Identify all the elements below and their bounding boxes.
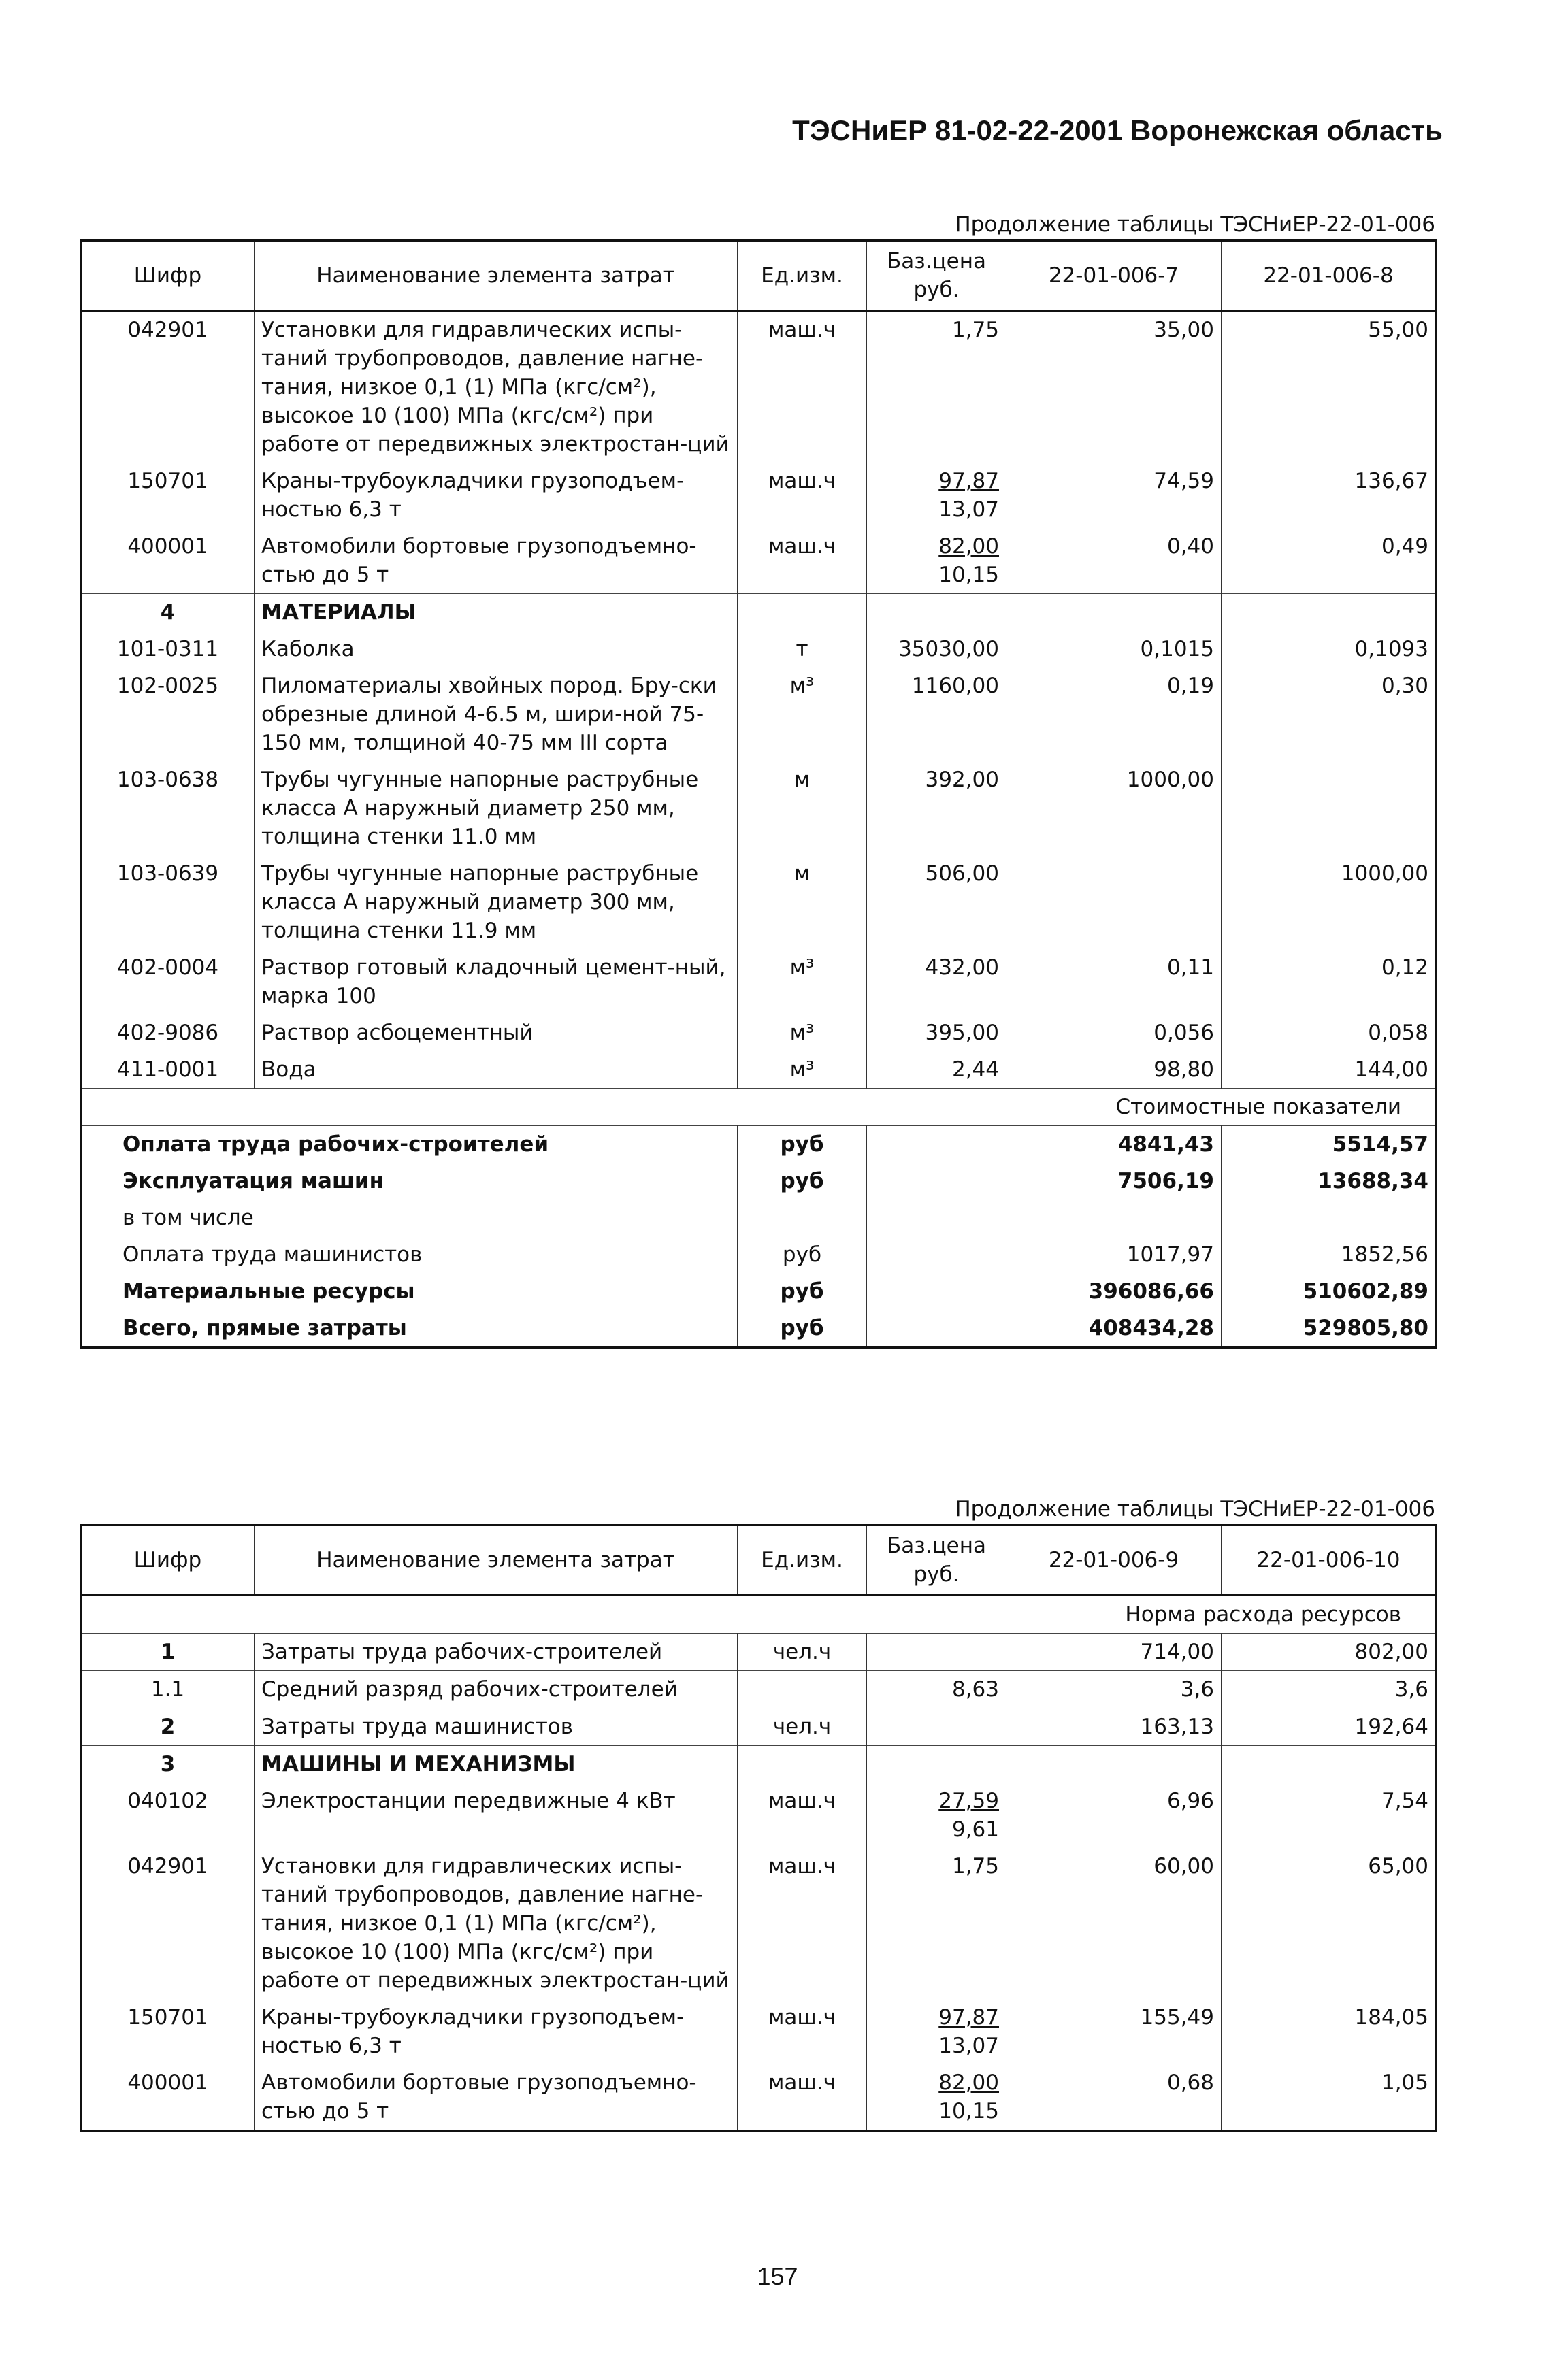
summary-row — [81, 1126, 1437, 1163]
price-cell — [867, 463, 1006, 528]
row-unit: м — [738, 761, 867, 855]
table1-caption: Продолжение таблицы ТЭСНиЕР-22-01-006 — [955, 212, 1435, 237]
row-value-b: 0,12 — [1222, 949, 1437, 1014]
document-header: ТЭСНиЕР 81-02-22-2001 Воронежская область — [792, 114, 1443, 146]
row-value-b: 3,6 — [1222, 1671, 1437, 1708]
machinist-price-value: 10,15 — [938, 563, 999, 587]
table2 — [80, 1524, 1437, 2132]
summary-unit — [738, 1200, 867, 1236]
row-code: 101-0311 — [81, 631, 255, 667]
row-name: Установки для гидравлических испы-таний трубопроводов, давление нагне-тания, низкое 0,1 (1) МПа (кгс/см²), высокое 10 (100) МПа (кгс/см²) при работе от передвижных электростан-ций — [255, 311, 738, 463]
empty-cell — [738, 594, 867, 631]
table2-caption: Продолжение таблицы ТЭСНиЕР-22-01-006 — [955, 1497, 1435, 1521]
table-row — [81, 2064, 1437, 2131]
cost-heading-row — [81, 1089, 1437, 1126]
row-code: 102-0025 — [81, 667, 255, 761]
summary-row — [81, 1200, 1437, 1236]
summary-unit: руб — [738, 1236, 867, 1273]
row-value-a: 163,13 — [1006, 1708, 1222, 1746]
table-row — [81, 311, 1437, 463]
row-unit: маш.ч — [738, 1999, 867, 2064]
row-value-a: 3,6 — [1006, 1671, 1222, 1708]
row-code: 402-9086 — [81, 1014, 255, 1051]
summary-value-b: 1852,56 — [1222, 1236, 1437, 1273]
table-row — [81, 667, 1437, 761]
table-row — [81, 855, 1437, 949]
col-price: Баз.цена руб. — [867, 1525, 1006, 1596]
price-value: 82,00 — [938, 534, 999, 559]
summary-label: Оплата труда машинистов — [81, 1236, 738, 1273]
summary-row — [81, 1273, 1437, 1310]
price-cell — [867, 1671, 1006, 1708]
row-value-b: 0,058 — [1222, 1014, 1437, 1051]
empty-cell — [867, 594, 1006, 631]
empty-cell — [867, 1310, 1006, 1348]
row-value-b: 55,00 — [1222, 311, 1437, 463]
section-row — [81, 594, 1437, 631]
row-code: 3 — [81, 1746, 255, 1783]
price-value: 27,59 — [938, 1789, 999, 1813]
section-name: МАТЕРИАЛЫ — [255, 594, 738, 631]
row-value-a: 714,00 — [1006, 1634, 1222, 1671]
table-row — [81, 1051, 1437, 1089]
table-row — [81, 463, 1437, 528]
summary-label: в том числе — [81, 1200, 738, 1236]
price-cell — [867, 2064, 1006, 2131]
row-price: 2,44 — [867, 1051, 1006, 1089]
summary-value-a — [1006, 1200, 1222, 1236]
col-unit: Ед.изм. — [738, 1525, 867, 1596]
row-value-b: 802,00 — [1222, 1634, 1437, 1671]
summary-label: Оплата труда рабочих-строителей — [81, 1126, 738, 1163]
row-name: Краны-трубоукладчики грузоподъем-ностью 6,3 т — [255, 1999, 738, 2064]
row-price: 395,00 — [867, 1014, 1006, 1051]
table-row — [81, 1746, 1437, 1783]
row-code: 042901 — [81, 1848, 255, 1999]
row-code: 103-0639 — [81, 855, 255, 949]
row-value-a: 0,19 — [1006, 667, 1222, 761]
col-b: 22-01-006-10 — [1222, 1525, 1437, 1596]
row-name: Автомобили бортовые грузоподъемно-стью до 5 т — [255, 2064, 738, 2131]
row-name: Трубы чугунные напорные раструбные класса А наружный диаметр 250 мм, толщина стенки 11.0 мм — [255, 761, 738, 855]
table-row — [81, 1708, 1437, 1746]
row-value-a — [1006, 1746, 1222, 1783]
summary-value-a: 7506,19 — [1006, 1163, 1222, 1200]
machinist-price-value: 13,07 — [938, 497, 999, 522]
empty-cell — [867, 1273, 1006, 1310]
machinist-price-value: 13,07 — [938, 2034, 999, 2058]
summary-unit: руб — [738, 1126, 867, 1163]
norm-heading-row — [81, 1596, 1437, 1634]
price-cell — [867, 1783, 1006, 1848]
summary-unit: руб — [738, 1163, 867, 1200]
empty-cell — [867, 1200, 1006, 1236]
summary-value-a: 4841,43 — [1006, 1126, 1222, 1163]
row-unit: маш.ч — [738, 528, 867, 594]
price-cell — [867, 1634, 1006, 1671]
col-name: Наименование элемента затрат — [255, 241, 738, 311]
row-value-b: 184,05 — [1222, 1999, 1437, 2064]
price-value: 82,00 — [938, 2070, 999, 2095]
row-value-a: 0,1015 — [1006, 631, 1222, 667]
row-name: Трубы чугунные напорные раструбные класса А наружный диаметр 300 мм, толщина стенки 11.9 мм — [255, 855, 738, 949]
section-code: 4 — [81, 594, 255, 631]
summary-value-a: 1017,97 — [1006, 1236, 1222, 1273]
row-name: Затраты труда рабочих-строителей — [255, 1634, 738, 1671]
row-value-a: 35,00 — [1006, 311, 1222, 463]
row-value-b: 0,1093 — [1222, 631, 1437, 667]
price-cell — [867, 1999, 1006, 2064]
price-value: 1,75 — [951, 318, 999, 342]
row-unit: маш.ч — [738, 463, 867, 528]
row-code: 103-0638 — [81, 761, 255, 855]
empty-cell — [867, 1163, 1006, 1200]
table1 — [80, 239, 1437, 1349]
row-value-b: 0,49 — [1222, 528, 1437, 594]
row-unit: м — [738, 855, 867, 949]
price-cell — [867, 311, 1006, 463]
row-code: 2 — [81, 1708, 255, 1746]
row-value-a — [1006, 855, 1222, 949]
summary-row — [81, 1236, 1437, 1273]
row-unit: чел.ч — [738, 1634, 867, 1671]
row-value-a: 60,00 — [1006, 1848, 1222, 1999]
col-b: 22-01-006-8 — [1222, 241, 1437, 311]
row-value-b: 144,00 — [1222, 1051, 1437, 1089]
row-unit: маш.ч — [738, 2064, 867, 2131]
summary-unit: руб — [738, 1273, 867, 1310]
row-value-b: 192,64 — [1222, 1708, 1437, 1746]
row-value-a: 0,40 — [1006, 528, 1222, 594]
price-cell — [867, 1708, 1006, 1746]
row-name: Электростанции передвижные 4 кВт — [255, 1783, 738, 1848]
row-code: 411-0001 — [81, 1051, 255, 1089]
row-code: 150701 — [81, 463, 255, 528]
table-row — [81, 1014, 1437, 1051]
row-unit: м³ — [738, 1014, 867, 1051]
row-unit: чел.ч — [738, 1708, 867, 1746]
cost-heading: Стоимостные показатели — [81, 1089, 1437, 1126]
page-number: 157 — [757, 2262, 798, 2290]
row-value-b — [1222, 1746, 1437, 1783]
summary-value-b: 13688,34 — [1222, 1163, 1437, 1200]
table-row — [81, 761, 1437, 855]
table-row — [81, 1848, 1437, 1999]
col-code: Шифр — [81, 1525, 255, 1596]
table-row — [81, 1783, 1437, 1848]
row-value-b — [1222, 761, 1437, 855]
row-name: Затраты труда машинистов — [255, 1708, 738, 1746]
row-price: 432,00 — [867, 949, 1006, 1014]
row-value-b: 7,54 — [1222, 1783, 1437, 1848]
row-name: Раствор асбоцементный — [255, 1014, 738, 1051]
row-code: 042901 — [81, 311, 255, 463]
row-price: 35030,00 — [867, 631, 1006, 667]
table1-header-row — [81, 241, 1437, 311]
row-value-a: 6,96 — [1006, 1783, 1222, 1848]
row-code: 1.1 — [81, 1671, 255, 1708]
price-value: 97,87 — [938, 2005, 999, 2030]
row-code: 150701 — [81, 1999, 255, 2064]
row-value-a: 0,056 — [1006, 1014, 1222, 1051]
price-value: 1,75 — [951, 1854, 999, 1879]
row-value-b: 0,30 — [1222, 667, 1437, 761]
row-name: Краны-трубоукладчики грузоподъем-ностью 6,3 т — [255, 463, 738, 528]
empty-cell — [867, 1126, 1006, 1163]
row-name: Автомобили бортовые грузоподъемно-стью до 5 т — [255, 528, 738, 594]
row-value-a: 0,68 — [1006, 2064, 1222, 2131]
table2-header-row — [81, 1525, 1437, 1596]
row-unit: т — [738, 631, 867, 667]
price-value: 8,63 — [951, 1677, 999, 1702]
table-row — [81, 1671, 1437, 1708]
summary-value-b: 510602,89 — [1222, 1273, 1437, 1310]
row-unit: м³ — [738, 1051, 867, 1089]
summary-value-a: 396086,66 — [1006, 1273, 1222, 1310]
col-a: 22-01-006-9 — [1006, 1525, 1222, 1596]
row-name: Пиломатериалы хвойных пород. Бру-ски обрезные длиной 4-6.5 м, шири-ной 75-150 мм, толщиной 40-75 мм III сорта — [255, 667, 738, 761]
row-name: Средний разряд рабочих-строителей — [255, 1671, 738, 1708]
row-value-a: 0,11 — [1006, 949, 1222, 1014]
row-unit — [738, 1671, 867, 1708]
row-unit: маш.ч — [738, 311, 867, 463]
row-value-a: 98,80 — [1006, 1051, 1222, 1089]
row-value-b: 136,67 — [1222, 463, 1437, 528]
table-row — [81, 1999, 1437, 2064]
price-cell — [867, 528, 1006, 594]
row-code: 400001 — [81, 528, 255, 594]
machinist-price-value: 10,15 — [938, 2099, 999, 2123]
row-code: 402-0004 — [81, 949, 255, 1014]
row-value-a: 155,49 — [1006, 1999, 1222, 2064]
empty-cell — [1222, 594, 1437, 631]
price-value: 97,87 — [938, 469, 999, 493]
col-a: 22-01-006-7 — [1006, 241, 1222, 311]
row-code: 1 — [81, 1634, 255, 1671]
col-unit: Ед.изм. — [738, 241, 867, 311]
row-value-b: 1,05 — [1222, 2064, 1437, 2131]
machinist-price-value: 9,61 — [951, 1817, 999, 1842]
row-value-a: 1000,00 — [1006, 761, 1222, 855]
summary-value-b — [1222, 1200, 1437, 1236]
summary-row — [81, 1310, 1437, 1348]
row-unit: маш.ч — [738, 1848, 867, 1999]
summary-value-b: 5514,57 — [1222, 1126, 1437, 1163]
summary-label: Материальные ресурсы — [81, 1273, 738, 1310]
row-price: 392,00 — [867, 761, 1006, 855]
summary-row — [81, 1163, 1437, 1200]
col-code: Шифр — [81, 241, 255, 311]
row-code: 040102 — [81, 1783, 255, 1848]
row-price: 506,00 — [867, 855, 1006, 949]
row-name: Установки для гидравлических испы-таний трубопроводов, давление нагне-тания, низкое 0,1 (1) МПа (кгс/см²), высокое 10 (100) МПа (кгс/см²) при работе от передвижных электростан-ций — [255, 1848, 738, 1999]
row-name: Каболка — [255, 631, 738, 667]
row-unit — [738, 1746, 867, 1783]
row-name: МАШИНЫ И МЕХАНИЗМЫ — [255, 1746, 738, 1783]
row-price: 1160,00 — [867, 667, 1006, 761]
row-name: Вода — [255, 1051, 738, 1089]
row-unit: маш.ч — [738, 1783, 867, 1848]
empty-cell — [1006, 594, 1222, 631]
empty-cell — [867, 1236, 1006, 1273]
row-value-a: 74,59 — [1006, 463, 1222, 528]
price-cell — [867, 1746, 1006, 1783]
summary-label: Всего, прямые затраты — [81, 1310, 738, 1348]
summary-value-b: 529805,80 — [1222, 1310, 1437, 1348]
col-name: Наименование элемента затрат — [255, 1525, 738, 1596]
table-row — [81, 1634, 1437, 1671]
summary-value-a: 408434,28 — [1006, 1310, 1222, 1348]
row-value-b: 1000,00 — [1222, 855, 1437, 949]
table-row — [81, 949, 1437, 1014]
price-cell — [867, 1848, 1006, 1999]
row-value-b: 65,00 — [1222, 1848, 1437, 1999]
row-unit: м³ — [738, 667, 867, 761]
summary-unit: руб — [738, 1310, 867, 1348]
table-row — [81, 528, 1437, 594]
col-price: Баз.цена руб. — [867, 241, 1006, 311]
row-name: Раствор готовый кладочный цемент-ный, марка 100 — [255, 949, 738, 1014]
row-code: 400001 — [81, 2064, 255, 2131]
norm-heading: Норма расхода ресурсов — [81, 1596, 1437, 1634]
row-unit: м³ — [738, 949, 867, 1014]
summary-label: Эксплуатация машин — [81, 1163, 738, 1200]
table-row — [81, 631, 1437, 667]
